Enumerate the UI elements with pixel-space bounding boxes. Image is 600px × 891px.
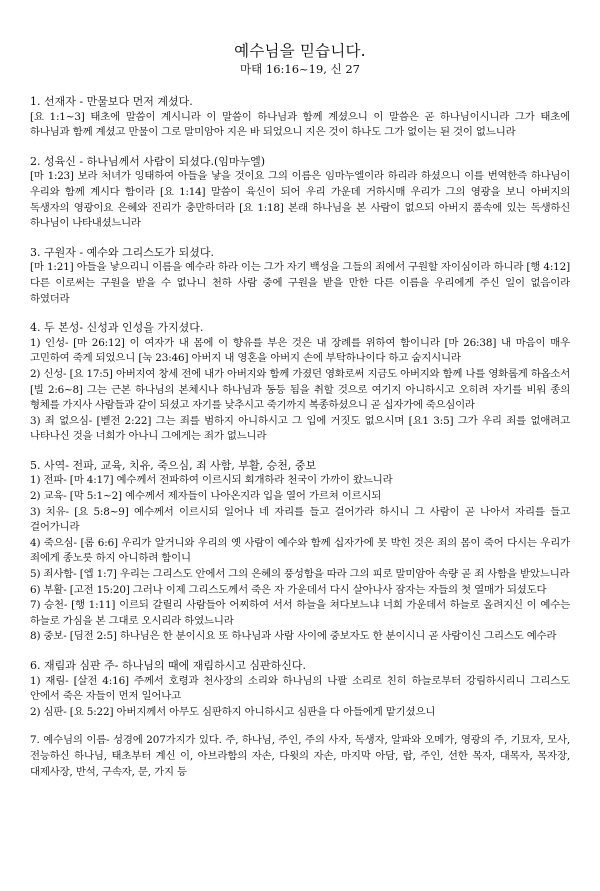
scripture-reference: 마태 16:16~19, 신 27 (240, 62, 360, 76)
section-second-coming (30, 658, 570, 720)
list-item-ascension: 7) 승천- [행 1:11] 이르되 갈릴리 사람들아 어찌하여 서서 하늘을 쳐다보느냐 너희 가운데서 하늘로 올려지신 이 예수는 하늘로 가심을 본 그대로 오시리라 하였느니라 (30, 599, 570, 627)
list-item-teaching: 2) 교육- [막 5:1~2] 예수께서 제자들이 나아온지라 입을 열어 가르쳐 이르시되 (30, 490, 382, 503)
section-paragraph: [마 1:23] 보라 처녀가 잉태하여 아들을 낳을 것이요 그의 이름은 임마누엘이라 하리라 하셨으니 이를 번역한즉 하나님이 우리와 함께 계시다 함이라 [요 1:14] 말씀이 육신이 되어 우리 가운데 거하시매 우리가 그의 영광을 보니 아버지의 독생자의 영광이요 은혜와 진리가 충만하더라 [요 1:18] 본래 하나님을 본 사람이 없으되 아버지 품속에 있는 독생하신 하나님이 나타내셨느니라 (30, 170, 570, 230)
section-ministry (30, 458, 570, 645)
section-heading: 4. 두 본성- 신성과 인성을 가지셨다. (30, 321, 204, 335)
section-heading: 3. 구원자 - 예수와 그리스도가 되셨다. (30, 245, 214, 259)
section-savior (30, 245, 570, 307)
section-pre-existence (30, 94, 570, 141)
list-item-healing: 3) 치유- [요 5:8~9] 예수께서 이르시되 일어나 네 자리를 들고 걸어가라 하시니 그 사람이 곧 나아서 자리를 들고 걸어가니라 (30, 505, 570, 534)
list-item-sinlessness: 3) 죄 없으심- [벧전 2:22] 그는 죄를 범하지 아니하시고 그 입에 거짓도 없으시며 [요1 3:5] 그가 우리 죄를 없애려고 나타나신 것을 너희가 아나니 그에게는 죄가 없느니라 (30, 414, 570, 443)
section-heading: 7. 예수님의 이름- 성경에 207가지가 있다. 주, 하나님, 주인, 주의 사자, 독생자, 알파와 오메가, 영광의 주, 기묘자, 모사, 전능하신 하나님, 태초부터 계신 이, 아브라함의 자손, 다윗의 자손, 마지막 아담, 랍, 주인, 선한 목자, 대목자, 목자장, 대제사장, 반석, 구속자, 문, 가지 등 (30, 734, 570, 778)
section-heading: 2. 성육신 - 하나님께서 사람이 되셨다.(임마누엘) (30, 154, 266, 168)
list-item-humanity: 1) 인성- [마 26:12] 이 여자가 내 몸에 이 향유를 부은 것은 내 장례를 위하여 함이니라 [마 26:38] 내 마음이 매우 고민하여 죽게 되었으니 [눅 23:46] 아버지 내 영혼을 아버지 손에 부탁하나이다 하고 숨지시니라 (30, 336, 570, 365)
section-names (30, 733, 570, 780)
section-incarnation (30, 154, 570, 232)
list-item-resurrection: 6) 부활- [고전 15:20] 그러나 이제 그리스도께서 죽은 자 가운데서 다시 살아나사 잠자는 자들의 첫 열매가 되셨도다 (30, 583, 547, 596)
section-two-natures (30, 320, 570, 445)
section-paragraph: [마 1:21] 아들을 낳으리니 이름을 예수라 하라 이는 그가 자기 백성을 그들의 죄에서 구원할 자이심이라 하니라 [행 4:12] 다른 이로써는 구원을 받을 수 없나니 천하 사람 중에 구원을 받을 만한 다른 이름을 우리에게 주신 일이 없음이라 하였더라 (30, 261, 570, 305)
section-paragraph: [요 1:1~3] 태초에 말씀이 계시니라 이 말씀이 하나님과 함께 계셨으니 이 말씀은 곧 하나님이시니라 그가 태초에 하나님과 함께 계셨고 만물이 그로 말미암아 지은 바 되었으니 지은 것이 하나도 그가 없이는 된 것이 없느니라 (30, 110, 570, 139)
page-title: 예수님을 믿습니다. (234, 42, 366, 60)
document-page (0, 42, 600, 891)
section-heading: 6. 재림과 심판 주- 하나님의 때에 재림하시고 심판하신다. (30, 659, 306, 672)
list-item-preaching: 1) 전파- [마 4:17] 예수께서 전파하여 이르시되 회개하라 천국이 가까이 왔느니라 (30, 474, 393, 487)
list-item-death: 4) 죽으심- [롬 6:6] 우리가 알거니와 우리의 옛 사람이 예수와 함께 십자가에 못 박힌 것은 죄의 몸이 죽어 다시는 우리가 죄에게 종노릇 하지 아니하려 함이니 (30, 536, 570, 565)
list-item-divinity: 2) 신성- [요 17:5] 아버지여 창세 전에 내가 아버지와 함께 가졌던 영화로써 지금도 아버지와 함께 나를 영화롭게 하옵소서 [빌 2:6~8] 그는 근본 하나님의 본체시나 하나님과 동등 됨을 취할 것으로 여기지 아니하시고 오히려 자기를 비워 종의 형체를 가지사 사람들과 같이 되셨고 자기를 낮추시고 죽기까지 복종하셨으니 곧 십자가에 죽으심이라 (30, 367, 570, 412)
list-item-return: 1) 재림- [살전 4:16] 주께서 호령과 천사장의 소리와 하나님의 나팔 소리로 친히 하늘로부터 강림하시리니 그리스도 안에서 죽은 자들이 먼저 일어나고 (30, 674, 570, 703)
section-heading: 1. 선재자 - 만물보다 먼저 계셨다. (30, 95, 193, 108)
list-item-mediation: 8) 중보- [딤전 2:5] 하나님은 한 분이시요 또 하나님과 사람 사이에 중보자도 한 분이시니 곧 사람이신 그리스도 예수라 (30, 630, 557, 643)
section-heading: 5. 사역- 전파, 교육, 치유, 죽으심, 죄 사함, 부활, 승천, 중보 (30, 458, 317, 472)
list-item-judgment: 2) 심판- [요 5:22] 아버지께서 아무도 심판하지 아니하시고 심판을 다 아들에게 맡기셨으니 (30, 705, 436, 718)
list-item-forgiveness: 5) 죄사함- [엡 1:7] 우리는 그리스도 안에서 그의 은혜의 풍성함을 따라 그의 피로 말미암아 속량 곧 죄 사함을 받았느니라 (30, 568, 570, 581)
